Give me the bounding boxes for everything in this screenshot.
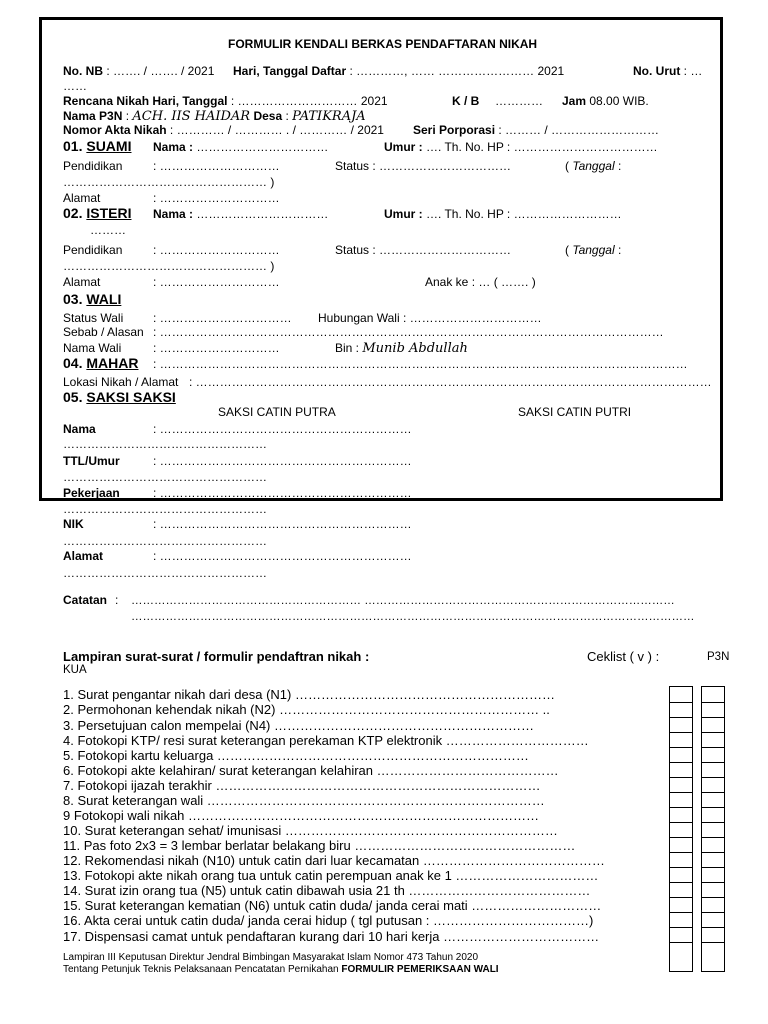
footer-line2-bold: FORMULIR PEMERIKSAAN WALI (341, 964, 499, 975)
suami-nama-label: Nama : (153, 140, 194, 154)
lampiran-item: 7. Fotokopi ijazah terakhir ………………………………………………………………… (63, 778, 541, 793)
saksi-num: 05. (63, 389, 83, 405)
saksi-row-line1: : ……………………………………………………… (153, 486, 412, 500)
isteri-tanggal-open: ( (565, 243, 569, 257)
lampiran-item: 6. Fotokopi akte kelahiran/ surat keterangan kelahiran …………………………………… (63, 763, 559, 778)
isteri-alamat-label: Alamat (63, 275, 101, 289)
akta-label: Nomor Akta Nikah (63, 123, 167, 137)
lampiran-item: 13. Fotokopi akte nikah orang tua untuk catin perempuan anak ke 1 …………………………… (63, 868, 599, 883)
lampiran-item: 8. Surat keterangan wali …………………………………………………………………… (63, 793, 545, 808)
wali-bin-label: Bin : (335, 341, 360, 355)
suami-title: SUAMI (86, 138, 132, 154)
kb-label: K / B (452, 94, 480, 108)
suami-tanggal-label: Tanggal (572, 159, 615, 173)
no-nb-label: No. NB (63, 64, 103, 78)
wali-hubungan-value: …………………………… (409, 311, 542, 325)
saksi-row-line1: : ……………………………………………………… (153, 517, 412, 531)
isteri-tanggal-cont: …………………………………………… ) (63, 259, 275, 273)
isteri-nama (153, 208, 328, 220)
wali-status-value: : …………………………… (153, 311, 292, 325)
akta-value: : ………… / ………… . / ………… / 2021 (169, 123, 384, 137)
no-urut-row (633, 65, 702, 77)
no-urut-value: : … (683, 64, 703, 78)
rencana-row (63, 95, 388, 107)
wali-status-label: Status Wali (63, 311, 124, 325)
no-urut-cont: …… (63, 79, 87, 93)
wali-nama-value: : ………………………… (153, 341, 280, 355)
rencana-label: Rencana Nikah Hari, Tanggal (63, 94, 228, 108)
suami-umur (384, 141, 658, 153)
jam-value: 08.00 WIB. (589, 94, 649, 108)
suami-tanggal-cont: …………………………………………… ) (63, 175, 275, 189)
seri-label: Seri Porporasi (413, 123, 496, 137)
mahar-title: MAHAR (86, 355, 139, 371)
isteri-umur-value: …. Th. No. HP : ……………………… (426, 207, 622, 221)
isteri-heading (63, 206, 131, 220)
suami-pendidikan-value: : ………………………… (153, 159, 280, 173)
wali-sebab-label: Sebab / Alasan (63, 325, 144, 339)
suami-tanggal-open: ( (565, 159, 569, 173)
footer-line2 (63, 965, 499, 975)
suami-alamat-value: : ………………………… (153, 191, 280, 205)
saksi-row-label: Alamat (63, 549, 104, 563)
footer-line1: Lampiran III Keputusan Direktur Jendral Bimbingan Masyarakat Islam Nomor 473 Tahun 2020 (63, 952, 479, 963)
footer-line2-prefix: Tentang Petunjuk Teknis Pelaksanaan Pencatatan Pernikahan (63, 964, 339, 975)
isteri-status-label: Status : (335, 243, 376, 257)
p3n-value: ACH. IIS HAIDAR (132, 109, 251, 124)
desa-label: Desa (253, 109, 283, 123)
wali-bin-value: Munib Abdullah (362, 341, 468, 356)
isteri-tanggal (565, 244, 621, 256)
lampiran-item: 4. Fotokopi KTP/ resi surat keterangan perekaman KTP elektronik …………………………… (63, 733, 589, 748)
saksi-row-line2: …………………………………………… (63, 437, 267, 451)
suami-num: 01. (63, 138, 83, 154)
saksi-row-line1: : ……………………………………………………… (153, 454, 412, 468)
saksi-row-line2: …………………………………………… (63, 566, 267, 580)
seri-row (413, 124, 659, 136)
isteri-pendidikan-value: : ………………………… (153, 243, 280, 257)
lampiran-item: 5. Fotokopi kartu keluarga ……………………………………………………………… (63, 748, 529, 763)
suami-nama (153, 141, 328, 153)
lampiran-item: 12. Rekomendasi nikah (N10) untuk catin dari luar kecamatan …………………………………… (63, 853, 605, 868)
suami-status-label: Status : (335, 159, 376, 173)
kb-value: ………… (495, 94, 543, 108)
no-nb-row (63, 65, 214, 77)
suami-tanggal (565, 160, 621, 172)
catatan-line1: …………………………………………………… ……………………………………………………………………… (131, 595, 675, 607)
akta-row (63, 124, 384, 136)
catatan-label: Catatan (63, 593, 108, 607)
lampiran-item: 11. Pas foto 2x3 = 3 lembar berlatar belakang biru …………………………………………… (63, 838, 576, 853)
isteri-umur (384, 208, 622, 220)
wali-heading (63, 292, 121, 306)
saksi-row-label: TTL/Umur (63, 454, 120, 468)
lampiran-item: 15. Surat keterangan kematian (N6) untuk catin duda/ janda cerai mati ………………………… (63, 898, 602, 913)
isteri-title: ISTERI (86, 205, 132, 221)
ceklist-label: Ceklist ( v ) : (587, 649, 660, 664)
lampiran-item: 2. Permohonan kehendak nikah (N2) …………………………………………………… .. (63, 702, 550, 717)
mahar-value: : …………………………………………………………………………………………………………………… (153, 357, 688, 371)
lampiran-item: 10. Surat keterangan sehat/ imunisasi ……………………………………………………… (63, 823, 558, 838)
hari-daftar-row (233, 65, 564, 77)
isteri-nama-label: Nama : (153, 207, 194, 221)
suami-heading (63, 139, 131, 153)
catatan-colon: : (115, 593, 119, 607)
saksi-col-putra: SAKSI CATIN PUTRA (218, 405, 336, 419)
saksi-col-putri: SAKSI CATIN PUTRI (518, 405, 632, 419)
wali-sebab-value: : ……………………………………………………………………………………………………………… (153, 325, 664, 339)
saksi-row-label: Pekerjaan (63, 486, 120, 500)
desa-value: PATIKRAJA (292, 109, 366, 124)
mahar-num: 04. (63, 355, 83, 371)
wali-num: 03. (63, 291, 83, 307)
lampiran-title: Lampiran surat-surat / formulir pendaftran nikah : (63, 649, 370, 664)
isteri-num: 02. (63, 205, 83, 221)
suami-alamat-label: Alamat (63, 191, 101, 205)
p3n-row: Nama P3N : ACH. IIS HAIDAR Desa : PATIKRAJA (63, 109, 366, 124)
jam-row (562, 95, 649, 107)
isteri-tanggal-colon: : (617, 243, 622, 257)
no-nb-value: : ……. / ……. / 2021 (106, 64, 215, 78)
hari-daftar-label: Hari, Tanggal Daftar (233, 64, 347, 78)
mahar-heading (63, 356, 138, 370)
suami-nama-dots: …………………………… (196, 140, 329, 154)
saksi-row-line2: …………………………………………… (63, 502, 267, 516)
wali-nama-label: Nama Wali (63, 341, 122, 355)
wali-hubungan (318, 312, 542, 324)
p3n-label: Nama P3N (63, 109, 123, 123)
isteri-umur-cont: ……… (90, 223, 126, 237)
rencana-value: : ………………………… 2021 (230, 94, 388, 108)
isteri-tanggal-label: Tanggal (572, 243, 615, 257)
lampiran-item: 3. Persetujuan calon mempelai (N4) …………………………………………………… (63, 718, 534, 733)
isteri-status-value: …………………………… (379, 243, 512, 257)
hari-daftar-value: : …………, …… …………………… 2021 (349, 64, 565, 78)
saksi-row-line1: : ……………………………………………………… (153, 549, 412, 563)
lampiran-item: 17. Dispensasi camat untuk pendaftaran kurang dari 10 hari kerja ……………………………… (63, 929, 600, 944)
checklist-column-p3n[interactable] (669, 686, 693, 972)
ceklist-p3n: P3N (707, 651, 730, 663)
lokasi-value: : ………………………………………………………………………………………………………………… (189, 375, 712, 389)
isteri-umur-label: Umur : (384, 207, 423, 221)
lokasi-label: Lokasi Nikah / Alamat (63, 375, 179, 389)
form-title: FORMULIR KENDALI BERKAS PENDAFTARAN NIKAH (228, 37, 538, 51)
lampiran-item: 14. Surat izin orang tua (N5) untuk catin dibawah usia 21 th …………………………………… (63, 883, 591, 898)
saksi-title: SAKSI SAKSI (86, 389, 176, 405)
saksi-row-line2: …………………………………………… (63, 470, 267, 484)
lampiran-item: 1. Surat pengantar nikah dari desa (N1) …………………………………………………… (63, 687, 555, 702)
isteri-status (335, 244, 511, 256)
isteri-nama-dots: …………………………… (196, 207, 329, 221)
wali-hubungan-label: Hubungan Wali : (318, 311, 407, 325)
isteri-pendidikan-label: Pendidikan (63, 243, 123, 257)
suami-pendidikan-label: Pendidikan (63, 159, 123, 173)
lampiran-item: 9 Fotokopi wali nikah ……………………………………………………………………… (63, 808, 540, 823)
jam-label: Jam (562, 94, 587, 108)
suami-status-value: …………………………… (379, 159, 512, 173)
wali-title: WALI (86, 291, 122, 307)
lampiran-item: 16. Akta cerai untuk catin duda/ janda cerai hidup ( tgl putusan : ………………………………) (63, 913, 594, 928)
saksi-row-label: Nama (63, 422, 96, 436)
checklist-column-kua[interactable] (701, 686, 725, 972)
seri-value: : ……… / ……………………… (498, 123, 660, 137)
suami-umur-label: Umur : (384, 140, 423, 154)
no-urut-label: No. Urut (633, 64, 681, 78)
saksi-row-line1: : ……………………………………………………… (153, 422, 412, 436)
suami-status (335, 160, 511, 172)
wali-bin (335, 342, 468, 355)
isteri-anak: Anak ke : … ( ……. ) (425, 275, 536, 289)
catatan-line2: ………………………………………………………………………………………………………………………………… (131, 611, 695, 623)
saksi-row-line2: …………………………………………… (63, 534, 267, 548)
saksi-row-label: NIK (63, 517, 84, 531)
suami-tanggal-colon: : (617, 159, 622, 173)
saksi-heading (63, 390, 176, 404)
suami-umur-value: …. Th. No. HP : ……………………………… (426, 140, 658, 154)
ceklist-kua: KUA (63, 664, 87, 676)
isteri-alamat-value: : ………………………… (153, 275, 280, 289)
